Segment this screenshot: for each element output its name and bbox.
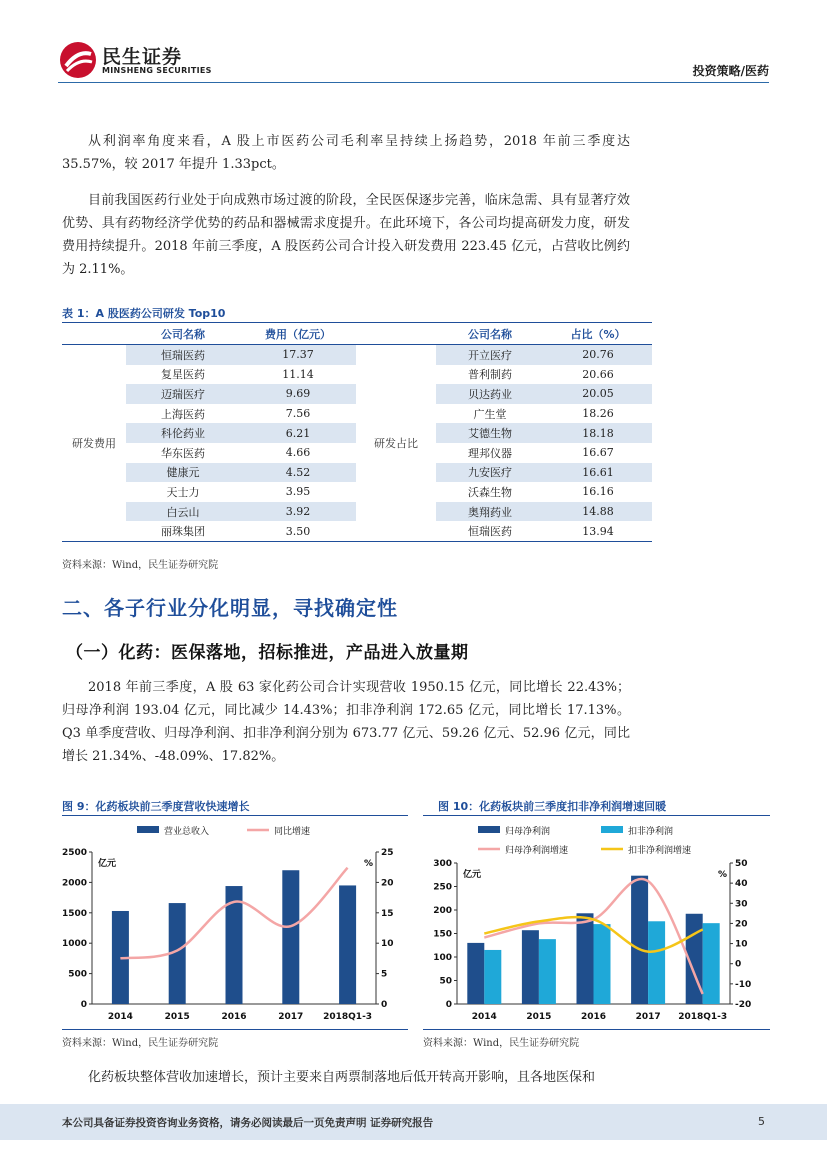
- left-tick-label: 2500: [62, 848, 87, 858]
- left-unit-label: 亿元: [98, 859, 117, 869]
- company-name-cell: 艾德生物: [436, 423, 544, 443]
- company-name-cell: 奥翔药业: [436, 502, 544, 522]
- figure-10-chart: [423, 818, 770, 1028]
- header-company-name-2: 公司名称: [436, 323, 544, 345]
- table-source: 资料来源：Wind，民生证券研究院: [62, 560, 219, 571]
- expense-cell: 11.14: [282, 367, 314, 381]
- left-tick-label: 250: [433, 882, 452, 893]
- header-spacer-left: [62, 323, 126, 345]
- right-tick-label: -20: [735, 1000, 752, 1010]
- right-unit-label: %: [364, 859, 374, 869]
- left-tick-label: 1000: [62, 939, 87, 950]
- bar-归母净利润: [467, 943, 484, 1004]
- left-tick-label: 1500: [62, 908, 87, 919]
- right-tick-label: 30: [735, 899, 748, 910]
- group-label-rd-expense: 研发费用: [62, 345, 126, 542]
- figure-10-source: 资料来源：Wind，民生证券研究院: [423, 1038, 580, 1049]
- company-name-cell: 开立医疗: [436, 345, 544, 365]
- table-header-row: [62, 323, 652, 345]
- x-tick-label: 2017: [278, 1012, 304, 1022]
- company-name-cell: 复星医药: [161, 368, 205, 382]
- company-logo: [58, 40, 218, 80]
- x-tick-label: 2018Q1-3: [323, 1012, 373, 1022]
- x-tick-label: 2015: [164, 1012, 190, 1022]
- header-company-name-1: 公司名称: [126, 323, 240, 345]
- legend-swatch-营业总收入: [137, 826, 159, 833]
- bar-营业总收入: [339, 885, 356, 1004]
- right-tick-label: 0: [735, 959, 742, 970]
- company-name-cell: 恒瑞医药: [126, 345, 240, 365]
- legend-label-扣非净利润: 扣非净利润: [628, 827, 674, 837]
- right-tick-label: 0: [381, 1000, 388, 1010]
- expense-cell: 4.66: [285, 446, 311, 460]
- header-expense: 费用（亿元）: [240, 323, 356, 345]
- legend-swatch-归母净利润: [478, 826, 500, 833]
- company-name-cell: 沃森生物: [468, 485, 512, 499]
- header-divider: [58, 82, 769, 83]
- left-tick-label: 2000: [62, 878, 87, 889]
- ratio-cell: 16.67: [582, 446, 614, 460]
- right-tick-label: 5: [381, 969, 388, 980]
- paragraph-revenue-growth: 化药板块整体营收加速增长，预计主要来自两票制落地后低开转高开影响，且各地医保和: [88, 1070, 596, 1085]
- ratio-cell: 18.26: [582, 407, 614, 421]
- right-tick-label: 15: [381, 908, 394, 919]
- left-tick-label: 150: [433, 929, 452, 940]
- left-tick-label: 500: [68, 969, 87, 980]
- x-tick-label: 2016: [580, 1012, 607, 1022]
- company-name-cell: 丽珠集团: [126, 521, 240, 541]
- left-tick-label: 300: [433, 859, 452, 869]
- bar-扣非净利润: [648, 921, 665, 1004]
- logo-text-cn: 民生证券: [102, 46, 183, 68]
- table-title: 表 1：A 股医药公司研发 Top10: [62, 307, 226, 320]
- company-name-cell: 理邦仪器: [468, 446, 512, 460]
- figure-9-chart: [62, 818, 408, 1028]
- page-footer: [0, 1104, 827, 1140]
- legend-label-归母净利润: 归母净利润: [505, 827, 551, 837]
- right-tick-label: 20: [381, 878, 394, 889]
- paragraph-rd-spending: 目前我国医药行业处于向成熟市场过渡的阶段，全民医保逐步完善，临床急需、具有显著疗效优势、具有药物经济学优势的药品和器械需求度提升。在此环境下，各公司均提高研发力度，研发费用持续提升。2018 年前三季度，A 股医药公司合计投入研发费用 223.45 亿元，占营收比例约为 2.11%。: [62, 193, 630, 277]
- left-tick-label: 200: [433, 906, 452, 916]
- company-name-cell: 普利制药: [468, 368, 512, 382]
- left-unit-label: 亿元: [463, 870, 482, 880]
- logo-mark-icon: [58, 40, 98, 80]
- paragraph-profit-margin: 从利润率角度来看，A 股上市医药公司毛利率呈持续上扬趋势，2018 年前三季度达 35.57%，较 2017 年提升 1.33pct。: [62, 134, 630, 172]
- company-name-cell: 贝达药业: [436, 384, 544, 404]
- figure-10-bottom-rule: [423, 1029, 770, 1030]
- figure-9-bottom-rule: [62, 1029, 408, 1030]
- header-spacer-mid: [356, 323, 436, 345]
- footer-disclaimer: 本公司具备证券投资咨询业务资格，请务必阅读最后一页免责声明 证券研究报告: [62, 1117, 434, 1129]
- x-tick-label: 2015: [526, 1012, 552, 1022]
- left-tick-label: 0: [80, 1000, 87, 1010]
- bar-扣非净利润: [484, 950, 501, 1004]
- company-name-cell: 天士力: [166, 485, 200, 499]
- legend-label-归母净利润增速: 归母净利润增速: [505, 846, 569, 856]
- figure-9-top-rule: [62, 815, 408, 816]
- section-heading: 二、各子行业分化明显，寻找确定性: [62, 596, 398, 620]
- right-tick-label: -10: [735, 979, 752, 990]
- legend-label-同比增速: 同比增速: [274, 827, 311, 837]
- report-category: 投资策略/医药: [692, 64, 769, 78]
- header-ratio: 占比（%）: [544, 323, 652, 345]
- group-label-rd-ratio: 研发占比: [356, 345, 436, 542]
- figure-10-title: 图 10：化药板块前三季度扣非净利润增速回暖: [438, 800, 667, 813]
- expense-cell: 3.92: [240, 502, 356, 522]
- page-number: 5: [758, 1115, 765, 1128]
- left-tick-label: 0: [445, 1000, 452, 1010]
- ratio-cell: 20.66: [582, 367, 614, 381]
- right-tick-label: 10: [381, 939, 394, 950]
- expense-cell: 7.56: [285, 407, 311, 421]
- rd-top10-table: [62, 322, 652, 542]
- left-tick-label: 100: [433, 953, 452, 963]
- bar-归母净利润: [522, 930, 539, 1004]
- x-tick-label: 2018Q1-3: [678, 1012, 728, 1022]
- legend-swatch-扣非净利润: [601, 826, 623, 833]
- expense-cell: 17.37: [240, 345, 356, 365]
- company-name-cell: 恒瑞医药: [436, 521, 544, 541]
- right-unit-label: %: [718, 870, 728, 880]
- company-name-cell: 迈瑞医疗: [126, 384, 240, 404]
- ratio-cell: 20.05: [544, 384, 652, 404]
- expense-cell: 9.69: [240, 384, 356, 404]
- company-name-cell: 健康元: [126, 463, 240, 483]
- x-tick-label: 2017: [635, 1012, 661, 1022]
- company-name-cell: 科伦药业: [126, 423, 240, 443]
- subsection-heading: （一）化药：医保落地，招标推进，产品进入放量期: [66, 643, 469, 663]
- ratio-cell: 16.61: [544, 463, 652, 483]
- figure-9-source: 资料来源：Wind，民生证券研究院: [62, 1038, 219, 1049]
- x-tick-label: 2014: [107, 1012, 133, 1022]
- company-name-cell: 广生堂: [473, 407, 507, 421]
- ratio-cell: 20.76: [544, 345, 652, 365]
- right-tick-label: 50: [735, 859, 748, 869]
- right-tick-label: 20: [735, 919, 748, 930]
- bar-扣非净利润: [594, 924, 611, 1004]
- bar-营业总收入: [282, 870, 299, 1004]
- bar-扣非净利润: [703, 923, 720, 1004]
- expense-cell: 6.21: [240, 423, 356, 443]
- bar-扣非净利润: [539, 939, 556, 1004]
- right-tick-label: 40: [735, 879, 748, 890]
- right-tick-label: 25: [381, 848, 394, 858]
- expense-cell: 4.52: [240, 463, 356, 483]
- company-name-cell: 九安医疗: [436, 463, 544, 483]
- ratio-cell: 14.88: [544, 502, 652, 522]
- legend-label-营业总收入: 营业总收入: [164, 827, 210, 837]
- company-name-cell: 华东医药: [161, 446, 205, 460]
- bar-归母净利润: [631, 876, 648, 1004]
- left-tick-label: 50: [439, 976, 452, 987]
- figure-10-top-rule: [423, 815, 770, 816]
- company-name-cell: 上海医药: [161, 407, 205, 421]
- ratio-cell: 13.94: [544, 521, 652, 541]
- logo-text-en: MINSHENG SECURITIES: [102, 66, 212, 75]
- x-tick-label: 2016: [221, 1012, 247, 1022]
- expense-cell: 3.50: [240, 521, 356, 541]
- ratio-cell: 16.16: [582, 485, 614, 499]
- paragraph-chemical-drugs: 2018 年前三季度，A 股 63 家化药公司合计实现营收 1950.15 亿元，同比增长 22.43%；归母净利润 193.04 亿元，同比减少 14.43%；扣非净利润 172.65 亿元，同比增长 17.13%。Q3 单季度营收、归母净利润、扣非净利润分别为 673.77 亿元、59.26 亿元、52.96 亿元，同比增长 21.34%、-48.09%、17.82%。: [62, 680, 630, 764]
- ratio-cell: 18.18: [544, 423, 652, 443]
- bar-归母净利润: [577, 913, 594, 1004]
- right-tick-label: 10: [735, 939, 748, 950]
- table-row: [62, 345, 652, 365]
- x-tick-label: 2014: [471, 1012, 497, 1022]
- expense-cell: 3.95: [285, 485, 311, 499]
- legend-label-扣非净利润增速: 扣非净利润增速: [628, 846, 692, 856]
- figure-9-title: 图 9：化药板块前三季度营收快速增长: [62, 800, 250, 813]
- company-name-cell: 白云山: [126, 502, 240, 522]
